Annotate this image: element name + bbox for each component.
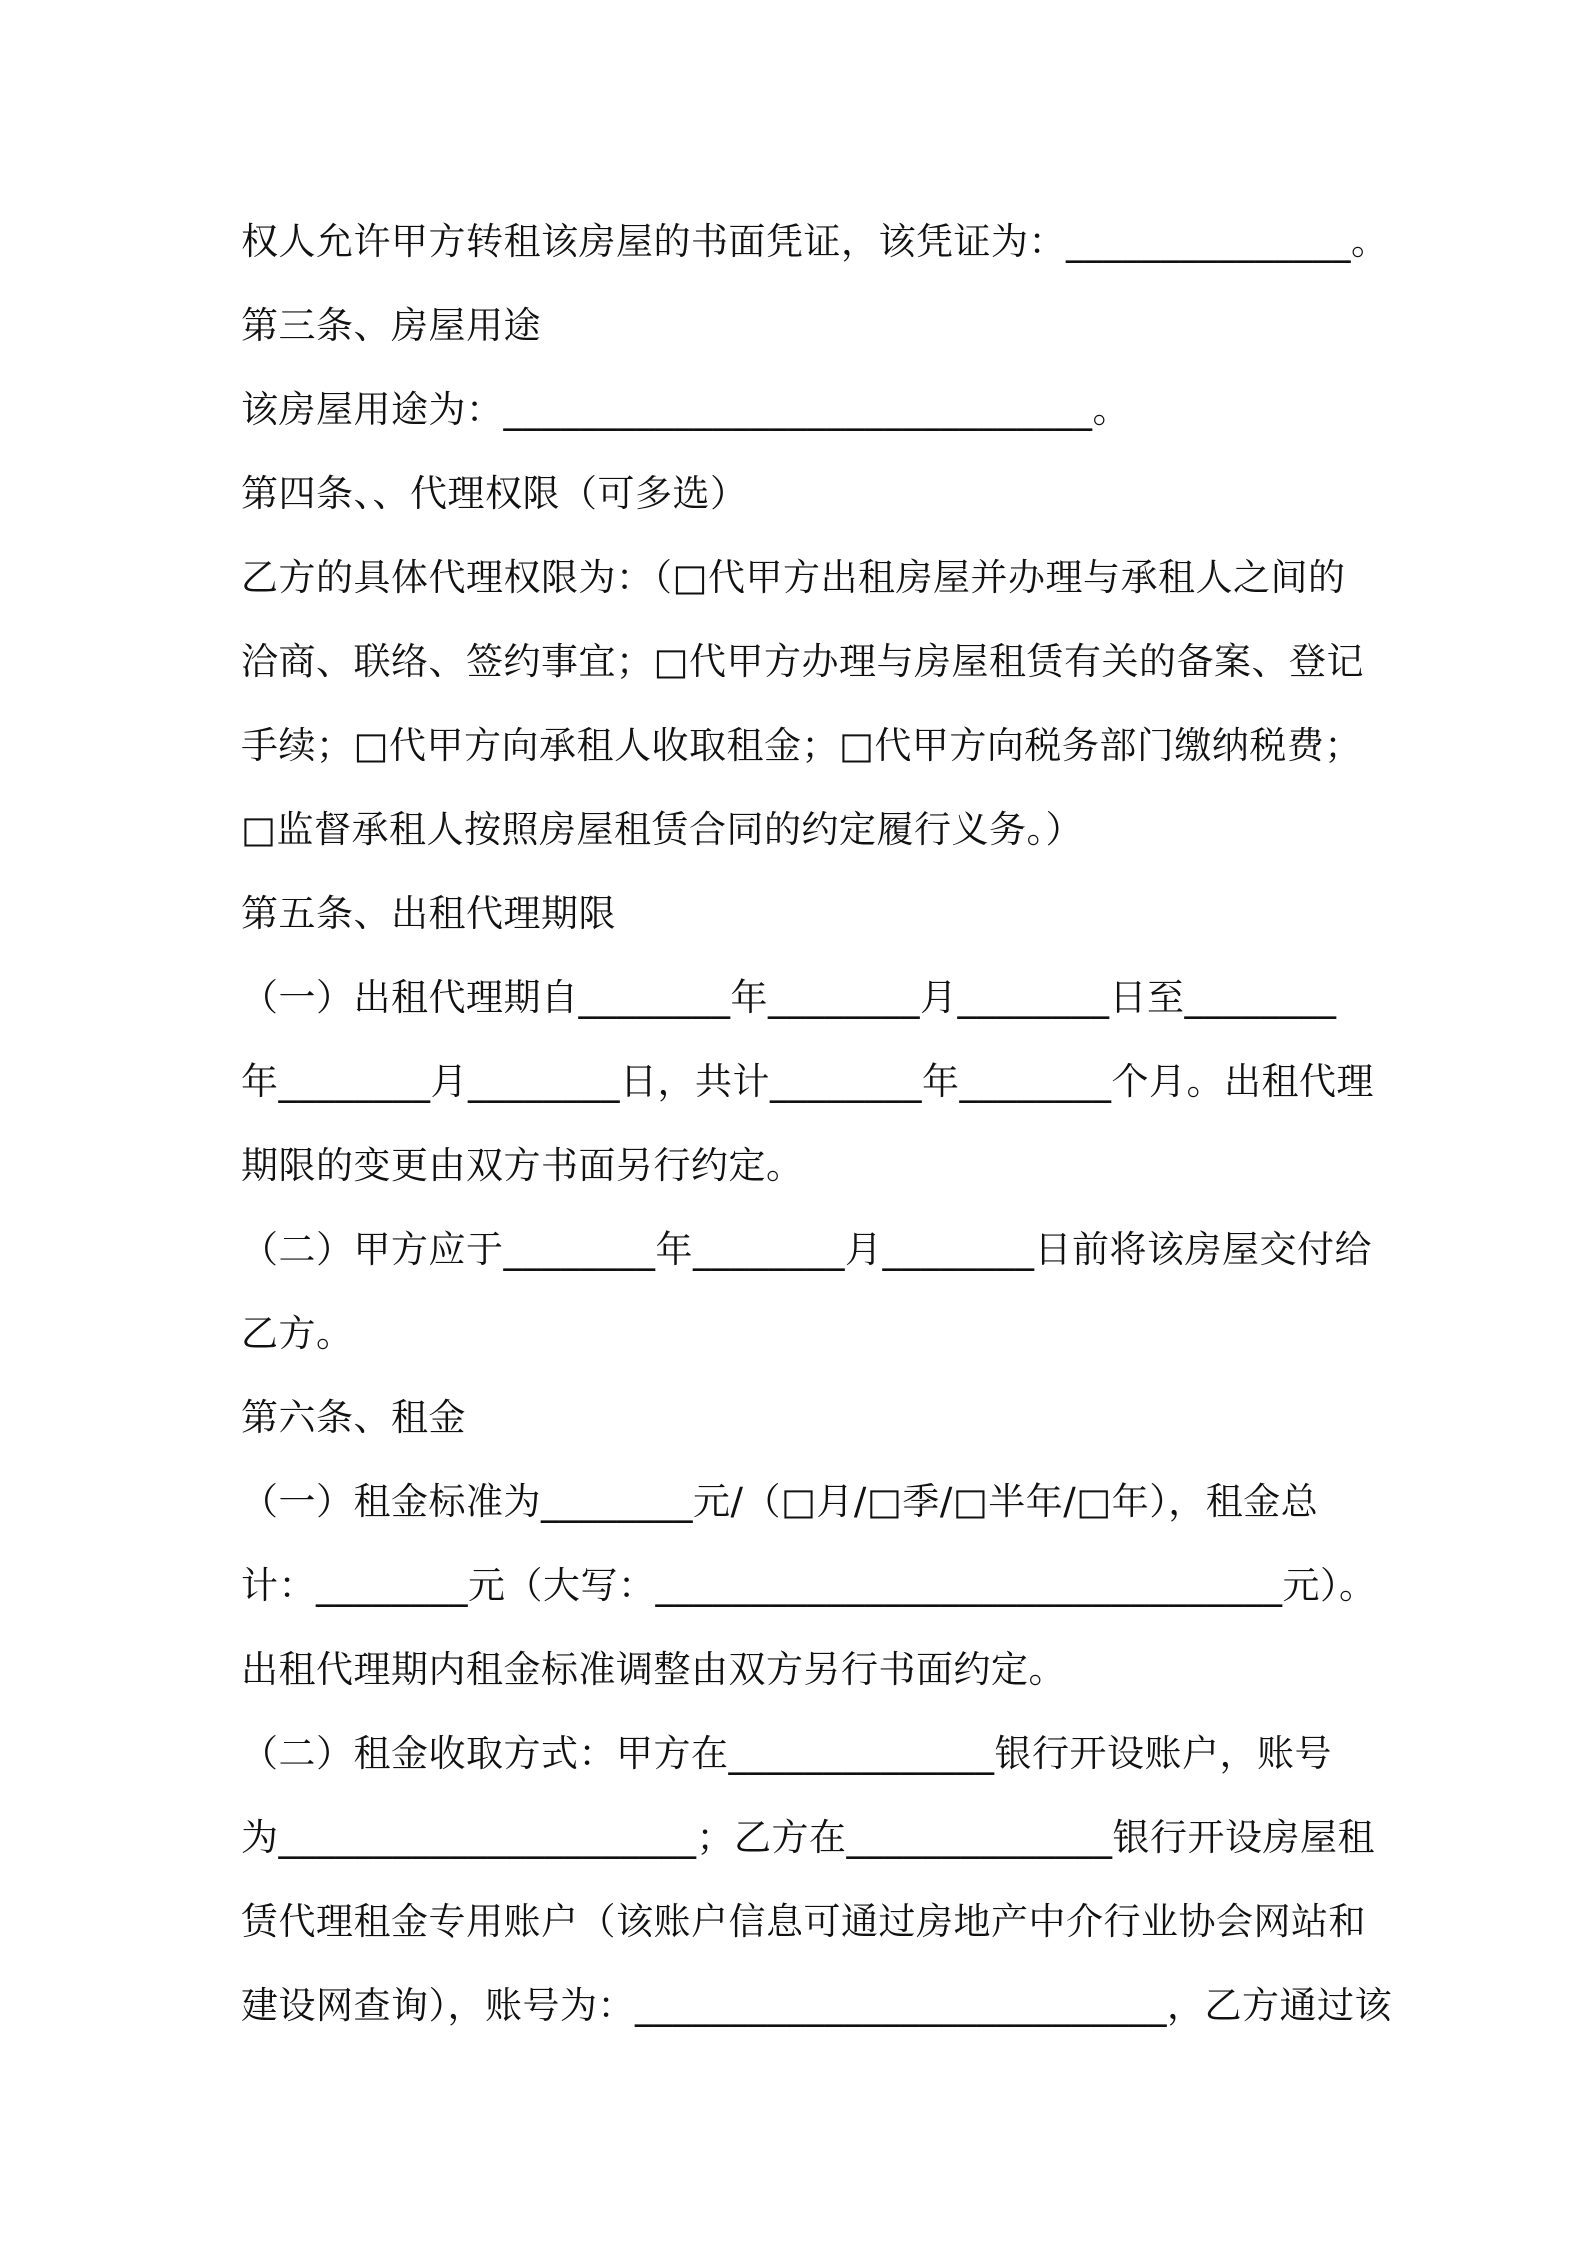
document-body <box>241 200 1392 2048</box>
paragraph-line: 出租代理期内租金标准调整由双方另行书面约定。 <box>241 1648 1066 1691</box>
paragraph-line: 建设网查询），账号为：____________________________，乙方通过该 <box>241 1984 1392 2027</box>
paragraph-line: 年________月________日，共计________年________个月。出租代理 <box>241 1060 1374 1103</box>
paragraph-line: 该房屋用途为：_______________________________。 <box>241 388 1130 431</box>
paragraph-line: 手续；□代甲方向承租人收取租金；□代甲方向税务部门缴纳税费； <box>241 724 1362 767</box>
section-heading: 第六条、租金 <box>241 1396 466 1439</box>
paragraph-line: （一）租金标准为________元/（□月/□季/□半年/□年），租金总 <box>241 1480 1319 1523</box>
paragraph-line: 赁代理租金专用账户（该账户信息可通过房地产中介行业协会网站和 <box>241 1900 1366 1943</box>
paragraph-line: 权人允许甲方转租该房屋的书面凭证，该凭证为：_______________。 <box>241 220 1389 263</box>
paragraph-line: 为______________________；乙方在______________银行开设房屋租 <box>241 1816 1375 1859</box>
section-heading: 第五条、出租代理期限 <box>241 892 616 935</box>
paragraph-line: □监督承租人按照房屋租赁合同的约定履行义务。） <box>241 808 1083 851</box>
section-heading: 第四条、、代理权限（可多选） <box>241 472 748 515</box>
paragraph-line: 洽商、联络、签约事宜；□代甲方办理与房屋租赁有关的备案、登记 <box>241 640 1364 683</box>
paragraph-line: （二）租金收取方式：甲方在______________银行开设账户，账号 <box>241 1732 1332 1775</box>
section-heading: 第三条、房屋用途 <box>241 304 541 347</box>
paragraph-line: 乙方。 <box>241 1312 354 1355</box>
paragraph-line: 计：________元（大写：_________________________________元）。 <box>241 1564 1377 1607</box>
paragraph-line: 乙方的具体代理权限为：（□代甲方出租房屋并办理与承租人之间的 <box>241 556 1346 599</box>
paragraph-line: 期限的变更由双方书面另行约定。 <box>241 1144 804 1187</box>
paragraph-line: （一）出租代理期自________年________月________日至________ <box>241 976 1337 1019</box>
paragraph-line: （二）甲方应于________年________月________日前将该房屋交付给 <box>241 1228 1372 1271</box>
